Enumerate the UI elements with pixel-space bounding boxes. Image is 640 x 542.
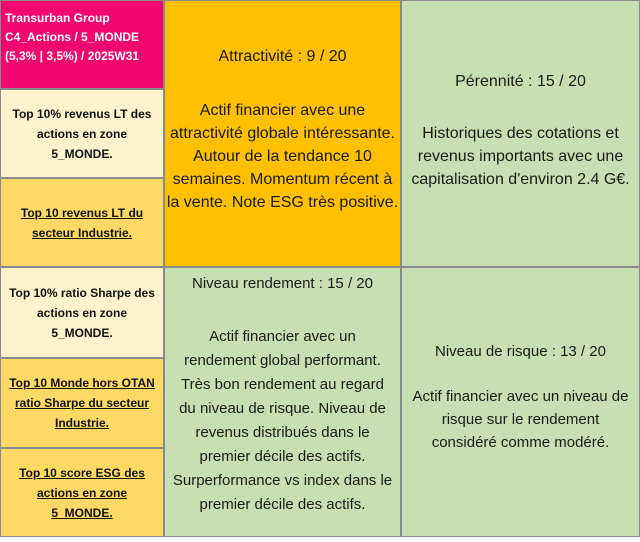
perennite-text: Historiques des cotations et revenus importants avec une capitalisation d'environ 2.4 G€.: [411, 125, 630, 188]
rendement-title: Niveau rendement : 15 / 20: [192, 275, 373, 292]
asset-header: [0, 0, 164, 89]
rank-sharpe-zone: Top 10% ratio Sharpe des actions en zone 5_MONDE.: [0, 267, 164, 358]
asset-period: (5,3% | 3,5%) / 2025W31: [5, 49, 140, 63]
attractivite-text: Actif financier avec une attractivité globale intéressante. Autour de la tendance 10 semaines. Momentum récent à la vente. Note ESG très positive.: [166, 102, 399, 211]
rank-sharpe-secteur-link[interactable]: Top 10 Monde hors OTAN ratio Sharpe du secteur Industrie.: [0, 358, 164, 448]
asset-name: Transurban Group: [5, 11, 110, 25]
asset-category: C4_Actions / 5_MONDE: [5, 30, 140, 44]
rendement-panel: [164, 267, 401, 537]
rank-revenus-zone: Top 10% revenus LT des actions en zone 5_MONDE.: [0, 89, 164, 178]
attractivite-panel: [164, 0, 401, 267]
attractivite-title: Attractivité : 9 / 20: [218, 48, 347, 65]
rank-esg-zone-link[interactable]: Top 10 score ESG des actions en zone 5_MONDE.: [0, 448, 164, 537]
rendement-text: Actif financier avec un rendement global performant. Très bon rendement au regard du niveau de risque. Niveau de revenus distribués dans le premier décile des actifs. Surperformance vs index dans le premier décile des actifs.: [172, 328, 393, 513]
perennite-title: Pérennité : 15 / 20: [455, 73, 586, 90]
perennite-panel: [401, 0, 640, 267]
risque-text: Actif financier avec un niveau de risque sur le rendement considéré comme modéré.: [412, 388, 629, 451]
rank-revenus-secteur-link[interactable]: Top 10 revenus LT du secteur Industrie.: [0, 178, 164, 267]
risque-title: Niveau de risque : 13 / 20: [435, 343, 606, 360]
risque-panel: [401, 267, 640, 537]
